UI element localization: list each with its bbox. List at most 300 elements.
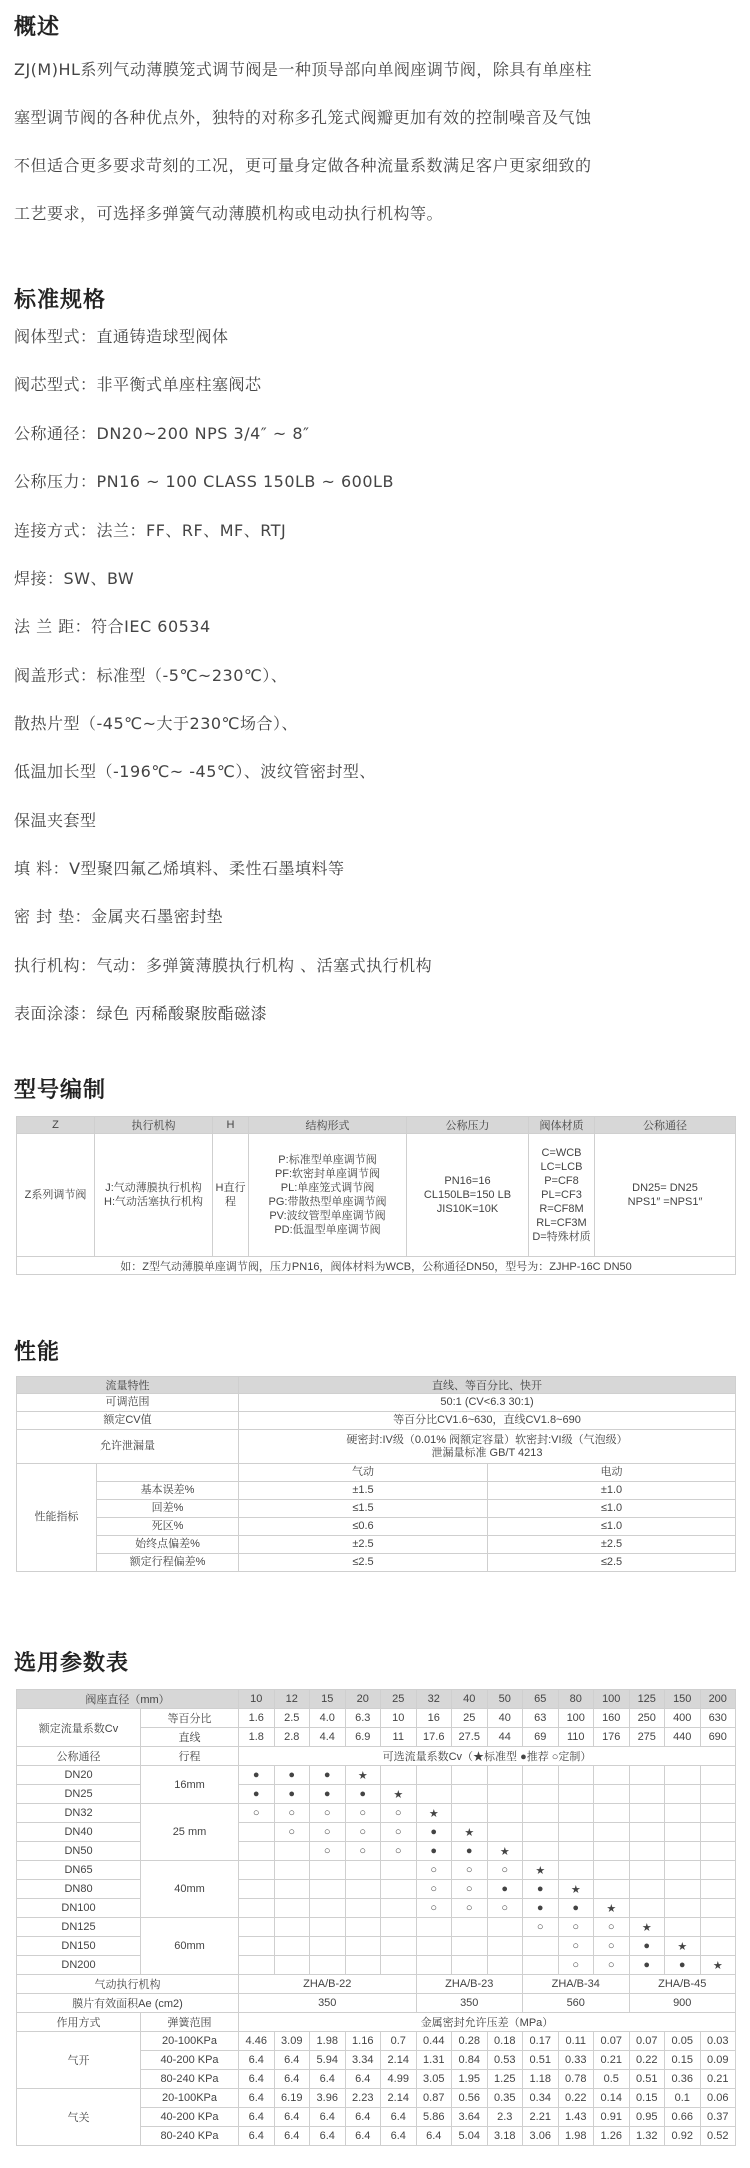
sel-press-value: 0.22 <box>558 2089 594 2108</box>
model-header: Z <box>17 1117 95 1134</box>
sel-eq-value: 63 <box>523 1709 559 1728</box>
sel-mark <box>700 1880 736 1899</box>
sel-mark <box>558 1823 594 1842</box>
spec-title: 标准规格 <box>14 288 107 313</box>
sel-mark <box>594 1842 630 1861</box>
sel-mark <box>523 1823 559 1842</box>
sel-mark <box>700 1785 736 1804</box>
sel-mark <box>558 1785 594 1804</box>
sel-mark <box>452 1785 488 1804</box>
sel-press-value: 6.4 <box>310 2108 346 2127</box>
sel-mark <box>665 1880 701 1899</box>
sel-mark: ● <box>629 1956 665 1975</box>
sel-press-value: 1.32 <box>629 2127 665 2146</box>
perf-ind: 死区% <box>97 1518 239 1536</box>
perf-ind-elec: ≤2.5 <box>488 1554 736 1572</box>
perf-ind-gas: ≤1.5 <box>239 1500 488 1518</box>
sel-press-value: 4.99 <box>381 2070 417 2089</box>
sel-mark <box>345 1918 381 1937</box>
sel-mark <box>452 1918 488 1937</box>
perf-value: 等百分比CV1.6~630，直线CV1.8~690 <box>239 1412 736 1430</box>
sel-mark: ● <box>665 1956 701 1975</box>
sel-eq-value: 16 <box>416 1709 452 1728</box>
sel-mark <box>487 1785 523 1804</box>
sel-mark: ★ <box>452 1823 488 1842</box>
perf-label: 额定CV值 <box>17 1412 239 1430</box>
sel-mark <box>700 1918 736 1937</box>
sel-press-value: 2.3 <box>487 2108 523 2127</box>
sel-seat: 25 <box>381 1690 417 1709</box>
sel-eq-value: 400 <box>665 1709 701 1728</box>
sel-press-value: 0.84 <box>452 2051 488 2070</box>
sel-mark <box>665 1823 701 1842</box>
sel-press-value: 1.95 <box>452 2070 488 2089</box>
sel-press-value: 0.53 <box>487 2051 523 2070</box>
sel-mark <box>416 1956 452 1975</box>
sel-mark <box>452 1804 488 1823</box>
perf-header: 流量特性 <box>17 1377 239 1394</box>
sel-mark: ○ <box>594 1956 630 1975</box>
sel-mark <box>452 1956 488 1975</box>
sel-mark: ○ <box>452 1880 488 1899</box>
sel-mark <box>665 1766 701 1785</box>
sel-mark <box>700 1823 736 1842</box>
perf-leak-line: 硬密封:IV级（0.01% 阀额定容量）软密封:VI级（气泡级） <box>346 1433 628 1446</box>
spec-item: 公称通径：DN20~200 NPS 3/4″ ~ 8″ <box>14 424 310 443</box>
perf-ind-gas: ≤2.5 <box>239 1554 488 1572</box>
spec-item: 表面涂漆：绿色 丙稀酸聚胺酯磁漆 <box>14 1004 268 1023</box>
sel-mark <box>274 1899 310 1918</box>
perf-ind-row <box>17 1554 736 1572</box>
sel-act: ZHA/B-45 <box>629 1975 736 1994</box>
sel-row <box>17 1975 736 1994</box>
sel-mark <box>629 1785 665 1804</box>
sel-mark <box>310 1899 346 1918</box>
perf-ind-gas: ±2.5 <box>239 1536 488 1554</box>
overview-text <box>14 46 736 238</box>
sel-mark <box>665 1918 701 1937</box>
sel-lin-value: 275 <box>629 1728 665 1747</box>
sel-press-value: 0.17 <box>523 2032 559 2051</box>
sel-mark: ○ <box>558 1937 594 1956</box>
sel-press-value: 0.07 <box>629 2032 665 2051</box>
sel-mark: ★ <box>629 1918 665 1937</box>
sel-mark: ● <box>239 1766 275 1785</box>
model-header: 阀体材质 <box>529 1117 595 1134</box>
sel-mark: ○ <box>381 1842 417 1861</box>
sel-row <box>17 2089 736 2108</box>
sel-mark <box>665 1861 701 1880</box>
model-header: 结构形式 <box>249 1117 407 1134</box>
sel-mark: ○ <box>416 1899 452 1918</box>
sel-press-value: 6.4 <box>345 2070 381 2089</box>
sel-row <box>17 1937 736 1956</box>
sel-mark <box>523 1937 559 1956</box>
sel-seat: 10 <box>239 1690 275 1709</box>
sel-mark <box>629 1804 665 1823</box>
sel-row <box>17 1709 736 1728</box>
sel-press-value: 6.4 <box>274 2127 310 2146</box>
sel-mark <box>594 1804 630 1823</box>
sel-spring-range: 80-240 KPa <box>141 2070 239 2089</box>
sel-press-value: 0.07 <box>594 2032 630 2051</box>
sel-press-value: 0.03 <box>700 2032 736 2051</box>
sel-eq-value: 100 <box>558 1709 594 1728</box>
sel-stroke: 40mm <box>141 1861 239 1918</box>
sel-mark: ○ <box>558 1956 594 1975</box>
sel-area-label: 膜片有效面积Ae (cm2) <box>17 1994 239 2013</box>
sel-lin-value: 2.8 <box>274 1728 310 1747</box>
sel-press-value: 0.51 <box>629 2070 665 2089</box>
sel-press-value: 0.34 <box>523 2089 559 2108</box>
sel-lin-value: 440 <box>665 1728 701 1747</box>
sel-row <box>17 1766 736 1785</box>
sel-press-value: 0.52 <box>700 2127 736 2146</box>
sel-press-value: 0.44 <box>416 2032 452 2051</box>
sel-mark <box>274 1842 310 1861</box>
sel-press-value: 6.4 <box>239 2051 275 2070</box>
sel-mark <box>239 1899 275 1918</box>
sel-press-value: 2.23 <box>345 2089 381 2108</box>
sel-mark: ○ <box>345 1804 381 1823</box>
spec-item: 连接方式：法兰：FF、RF、MF、RTJ <box>14 521 287 540</box>
sel-seat: 80 <box>558 1690 594 1709</box>
sel-mark <box>665 1842 701 1861</box>
sel-mark: ○ <box>381 1823 417 1842</box>
sel-row <box>17 1861 736 1880</box>
perf-header: 直线、等百分比、快开 <box>239 1377 736 1394</box>
sel-press-value: 3.09 <box>274 2032 310 2051</box>
sel-mark: ● <box>345 1785 381 1804</box>
sel-press-value: 5.94 <box>310 2051 346 2070</box>
perf-ind-gas: ≤0.6 <box>239 1518 488 1536</box>
sel-mark <box>274 1918 310 1937</box>
sel-act: ZHA/B-34 <box>523 1975 630 1994</box>
sel-press-value: 6.4 <box>345 2108 381 2127</box>
model-cell: H直行程 <box>213 1134 249 1257</box>
sel-press-value: 4.46 <box>239 2032 275 2051</box>
sel-mark: ○ <box>487 1861 523 1880</box>
sel-seat: 150 <box>665 1690 701 1709</box>
perf-row <box>17 1412 736 1430</box>
sel-press-value: 0.56 <box>452 2089 488 2108</box>
sel-mark <box>629 1899 665 1918</box>
perf-title: 性能 <box>14 1340 61 1365</box>
sel-press-value: 1.43 <box>558 2108 594 2127</box>
sel-press-value: 6.4 <box>239 2127 275 2146</box>
perf-ind: 回差% <box>97 1500 239 1518</box>
sel-mark <box>452 1937 488 1956</box>
sel-mark <box>345 1937 381 1956</box>
sel-dn: DN100 <box>17 1899 141 1918</box>
sel-mark: ○ <box>310 1823 346 1842</box>
sel-stroke-label: 行程 <box>141 1747 239 1766</box>
sel-mark: ○ <box>274 1804 310 1823</box>
sel-dn: DN32 <box>17 1804 141 1823</box>
sel-press-value: 6.4 <box>239 2070 275 2089</box>
sel-row <box>17 1747 736 1766</box>
sel-press-value: 6.4 <box>310 2127 346 2146</box>
sel-mark: ● <box>416 1842 452 1861</box>
sel-press-value: 6.4 <box>274 2070 310 2089</box>
sel-mark <box>665 1785 701 1804</box>
sel-press-value: 0.33 <box>558 2051 594 2070</box>
sel-mark: ○ <box>452 1861 488 1880</box>
sel-stroke: 25 mm <box>141 1804 239 1861</box>
sel-mark <box>594 1785 630 1804</box>
sel-mark <box>558 1804 594 1823</box>
sel-mark <box>487 1766 523 1785</box>
model-header-row <box>17 1117 736 1134</box>
sel-seat: 12 <box>274 1690 310 1709</box>
sel-mark <box>381 1861 417 1880</box>
sel-row <box>17 1690 736 1709</box>
perf-ind: 额定行程偏差% <box>97 1554 239 1572</box>
sel-mark <box>629 1861 665 1880</box>
sel-dn: DN80 <box>17 1880 141 1899</box>
sel-press-value: 0.15 <box>629 2089 665 2108</box>
perf-ind-gas: ±1.5 <box>239 1482 488 1500</box>
perf-label: 可调范围 <box>17 1394 239 1412</box>
sel-spring-label: 弹簧范围 <box>141 2013 239 2032</box>
sel-mark: ○ <box>274 1823 310 1842</box>
sel-mark: ○ <box>416 1880 452 1899</box>
overview-line: ZJ(M)HL系列气动薄膜笼式调节阀是一种顶导部向单阀座调节阀，除具有单座柱 <box>14 60 592 79</box>
sel-press-value: 0.18 <box>487 2032 523 2051</box>
sel-mark <box>558 1766 594 1785</box>
sel-press-value: 3.34 <box>345 2051 381 2070</box>
perf-ind-row <box>17 1500 736 1518</box>
sel-row <box>17 1785 736 1804</box>
sel-legend: 可选流量系数Cv（★标准型 ●推荐 ○定制） <box>239 1747 736 1766</box>
sel-mark: ○ <box>310 1842 346 1861</box>
sel-press-value: 5.86 <box>416 2108 452 2127</box>
sel-act: ZHA/B-23 <box>416 1975 523 1994</box>
sel-row <box>17 1880 736 1899</box>
sel-press-value: 1.26 <box>594 2127 630 2146</box>
sel-mark: ★ <box>416 1804 452 1823</box>
sel-mark <box>239 1918 275 1937</box>
sel-press-value: 3.96 <box>310 2089 346 2108</box>
sel-press-value: 6.4 <box>381 2108 417 2127</box>
sel-mark: ○ <box>345 1823 381 1842</box>
sel-mark: ○ <box>381 1804 417 1823</box>
overview-line: 塞型调节阀的各种优点外，独特的对称多孔笼式阀瓣更加有效的控制噪音及气蚀 <box>14 108 592 127</box>
sel-row <box>17 1842 736 1861</box>
model-header: 公称通径 <box>595 1117 736 1134</box>
sel-seat: 20 <box>345 1690 381 1709</box>
sel-lin-value: 4.4 <box>310 1728 346 1747</box>
sel-press-value: 1.98 <box>558 2127 594 2146</box>
sel-press-value: 2.21 <box>523 2108 559 2127</box>
sel-mark <box>487 1937 523 1956</box>
sel-mark: ○ <box>594 1918 630 1937</box>
sel-mark: ★ <box>700 1956 736 1975</box>
sel-mark <box>523 1956 559 1975</box>
sel-press-value: 1.98 <box>310 2032 346 2051</box>
sel-mark <box>594 1766 630 1785</box>
sel-mark: ● <box>523 1880 559 1899</box>
sel-mark: ○ <box>345 1842 381 1861</box>
sel-mark <box>345 1899 381 1918</box>
sel-press-value: 2.14 <box>381 2089 417 2108</box>
sel-row <box>17 1918 736 1937</box>
model-note: 如：Z型气动薄膜单座调节阀，压力PN16，阀体材料为WCB，公称通径DN50，型号为：ZJHP-16C DN50 <box>17 1257 736 1275</box>
perf-ind-elec: ±2.5 <box>488 1536 736 1554</box>
sel-press-value: 0.78 <box>558 2070 594 2089</box>
sel-mark <box>274 1861 310 1880</box>
sel-mark <box>594 1861 630 1880</box>
sel-press-value: 0.92 <box>665 2127 701 2146</box>
sel-press-value: 2.14 <box>381 2051 417 2070</box>
model-title: 型号编制 <box>14 1078 107 1103</box>
sel-mark <box>310 1918 346 1937</box>
sel-dn: DN125 <box>17 1918 141 1937</box>
sel-mark: ○ <box>594 1937 630 1956</box>
sel-mark: ★ <box>345 1766 381 1785</box>
sel-mark: ● <box>629 1937 665 1956</box>
sel-eq-value: 630 <box>700 1709 736 1728</box>
sel-mark <box>416 1766 452 1785</box>
model-header: 公称压力 <box>407 1117 529 1134</box>
sel-press-value: 6.4 <box>345 2127 381 2146</box>
sel-mark <box>665 1804 701 1823</box>
sel-mark <box>700 1937 736 1956</box>
sel-mark <box>310 1861 346 1880</box>
sel-mark <box>700 1766 736 1785</box>
sel-eq-value: 40 <box>487 1709 523 1728</box>
sel-press-value: 1.18 <box>523 2070 559 2089</box>
spec-item: 阀体型式：直通铸造球型阀体 <box>14 327 229 346</box>
sel-spring-range: 80-240 KPa <box>141 2127 239 2146</box>
sel-lin-value: 1.8 <box>239 1728 275 1747</box>
spec-item: 散热片型（-45℃~大于230℃场合）、 <box>14 714 299 733</box>
sel-press-value: 0.09 <box>700 2051 736 2070</box>
sel-row <box>17 1823 736 1842</box>
sel-mark <box>345 1861 381 1880</box>
perf-ind-row <box>17 1482 736 1500</box>
sel-mark <box>487 1918 523 1937</box>
sel-mark <box>381 1937 417 1956</box>
sel-eq-value: 4.0 <box>310 1709 346 1728</box>
sel-seat: 125 <box>629 1690 665 1709</box>
sel-seat: 32 <box>416 1690 452 1709</box>
sel-press-value: 6.4 <box>381 2127 417 2146</box>
spec-item: 公称压力：PN16 ~ 100 CLASS 150LB ~ 600LB <box>14 472 394 491</box>
sel-spring-range: 40-200 KPa <box>141 2051 239 2070</box>
perf-row <box>17 1394 736 1412</box>
sel-mark <box>487 1823 523 1842</box>
sel-mark <box>345 1880 381 1899</box>
perf-ind: 始终点偏差% <box>97 1536 239 1554</box>
sel-mark <box>594 1823 630 1842</box>
sel-mark <box>416 1918 452 1937</box>
perf-ind-row <box>17 1536 736 1554</box>
sel-dn: DN50 <box>17 1842 141 1861</box>
perf-value: 50:1 (CV<6.3 30:1) <box>239 1394 736 1412</box>
perf-table <box>16 1376 736 1572</box>
sel-press-value: 0.28 <box>452 2032 488 2051</box>
sel-dn: DN150 <box>17 1937 141 1956</box>
sel-press-value: 3.06 <box>523 2127 559 2146</box>
model-cell: P:标准型单座调节阀 PF:软密封单座调节阀 PL:单座笼式调节阀 PG:带散热型单座调节阀 PV:波纹管型单座调节阀 PD:低温型单座调节阀 <box>249 1134 407 1257</box>
spec-item: 保温夹套型 <box>14 811 97 830</box>
sel-mark <box>452 1766 488 1785</box>
sel-title: 选用参数表 <box>14 1651 130 1676</box>
sel-mark <box>239 1861 275 1880</box>
sel-stroke: 60mm <box>141 1918 239 1975</box>
sel-table <box>16 1689 736 2146</box>
sel-mark: ● <box>416 1823 452 1842</box>
perf-ind-elec: ±1.0 <box>488 1482 736 1500</box>
sel-row <box>17 1994 736 2013</box>
sel-mark <box>416 1937 452 1956</box>
sel-mark: ○ <box>452 1899 488 1918</box>
sel-press-value: 0.05 <box>665 2032 701 2051</box>
sel-dn-label: 公称通径 <box>17 1747 141 1766</box>
spec-item: 低温加长型（-196℃~ -45℃）、波纹管密封型、 <box>14 762 376 781</box>
sel-mark <box>629 1842 665 1861</box>
perf-ind-elec: ≤1.0 <box>488 1518 736 1536</box>
sel-mark: ★ <box>665 1937 701 1956</box>
sel-mark: ● <box>452 1842 488 1861</box>
model-table <box>16 1116 736 1275</box>
sel-press-value: 0.36 <box>665 2070 701 2089</box>
sel-mark <box>558 1842 594 1861</box>
sel-mark <box>700 1842 736 1861</box>
spec-item: 密 封 垫：金属夹石墨密封垫 <box>14 907 224 926</box>
sel-mark <box>700 1899 736 1918</box>
model-header: H <box>213 1117 249 1134</box>
model-body-row <box>17 1134 736 1257</box>
sel-press-value: 0.22 <box>629 2051 665 2070</box>
perf-ind-row <box>17 1518 736 1536</box>
sel-stroke: 16mm <box>141 1766 239 1804</box>
sel-press-value: 6.4 <box>310 2070 346 2089</box>
sel-mark <box>310 1880 346 1899</box>
sel-mark: ○ <box>487 1899 523 1918</box>
sel-mark <box>629 1823 665 1842</box>
sel-dn: DN20 <box>17 1766 141 1785</box>
spec-item: 填 料：V型聚四氟乙烯填料、柔性石墨填料等 <box>14 859 345 878</box>
sel-mark <box>310 1937 346 1956</box>
sel-eq-value: 6.3 <box>345 1709 381 1728</box>
sel-mark: ★ <box>558 1880 594 1899</box>
sel-mark: ● <box>558 1899 594 1918</box>
sel-seat: 40 <box>452 1690 488 1709</box>
model-cell: DN25= DN25 NPS1″ =NPS1″ <box>595 1134 736 1257</box>
sel-mark: ○ <box>310 1804 346 1823</box>
sel-mark: ★ <box>381 1785 417 1804</box>
sel-seat: 200 <box>700 1690 736 1709</box>
sel-mark: ○ <box>558 1918 594 1937</box>
sel-seat-label: 阀座直径（mm） <box>17 1690 239 1709</box>
sel-seat: 15 <box>310 1690 346 1709</box>
sel-lin-value: 17.6 <box>416 1728 452 1747</box>
sel-press-value: 6.4 <box>274 2108 310 2127</box>
sel-mark <box>487 1956 523 1975</box>
model-note-row <box>17 1257 736 1275</box>
sel-mark <box>310 1956 346 1975</box>
sel-seat: 50 <box>487 1690 523 1709</box>
sel-lin-value: 6.9 <box>345 1728 381 1747</box>
sel-mark <box>381 1918 417 1937</box>
sel-spring-range: 40-200 KPa <box>141 2108 239 2127</box>
sel-lin-value: 44 <box>487 1728 523 1747</box>
sel-mark <box>239 1880 275 1899</box>
perf-elec: 电动 <box>488 1464 736 1482</box>
sel-mark: ● <box>274 1766 310 1785</box>
